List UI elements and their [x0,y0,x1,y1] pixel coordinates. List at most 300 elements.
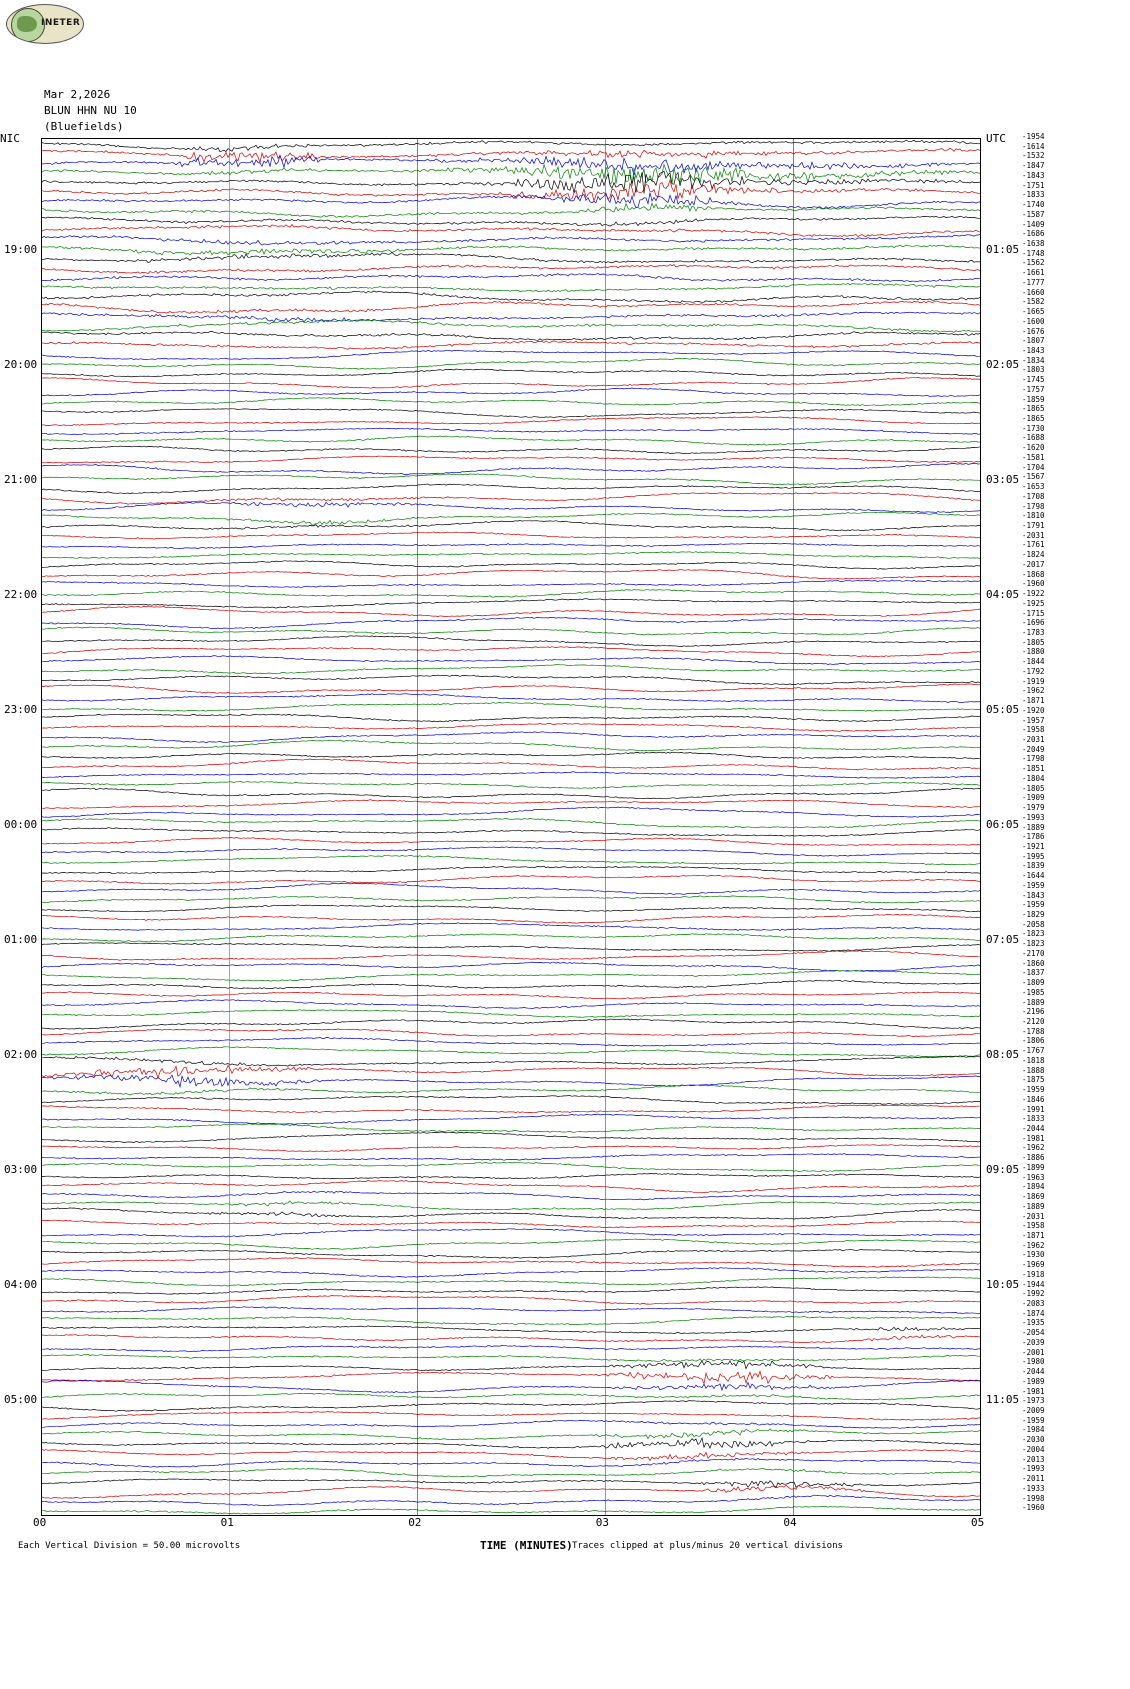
trace-80 [42,905,980,912]
amplitude-label-27: -1859 [1022,394,1045,404]
amplitude-label-53: -1880 [1022,647,1045,657]
amplitude-label-9: -1409 [1022,219,1045,229]
seismic-traces [42,139,980,1515]
trace-72 [42,828,980,837]
trace-51 [42,627,980,635]
left-time-label-4: 23:00 [4,703,38,716]
amplitude-label-96: -1888 [1022,1065,1045,1075]
trace-7 [42,203,980,217]
trace-49 [42,606,980,617]
trace-127 [42,1354,980,1361]
amplitude-label-11: -1638 [1022,238,1045,248]
amplitude-label-95: -1818 [1022,1055,1045,1065]
trace-67 [42,781,980,788]
amplitude-label-115: -1930 [1022,1250,1045,1260]
amplitude-label-46: -1960 [1022,579,1045,589]
trace-44 [42,561,980,570]
trace-110 [42,1191,980,1200]
trace-84 [42,943,980,952]
trace-88 [42,980,980,989]
amplitude-label-63: -2049 [1022,744,1045,754]
trace-141 [42,1485,980,1498]
trace-93 [42,1029,980,1037]
trace-36 [42,484,980,494]
trace-60 [42,714,980,722]
trace-42 [42,543,980,549]
amplitude-label-79: -1959 [1022,900,1045,910]
amplitude-label-4: -1843 [1022,170,1045,180]
trace-131 [42,1393,980,1400]
left-time-label-7: 02:00 [4,1048,38,1061]
amplitude-label-25: -1745 [1022,375,1045,385]
trace-83 [42,934,980,942]
amplitude-label-7: -1740 [1022,200,1045,210]
amplitude-label-105: -1886 [1022,1153,1045,1163]
trace-22 [42,350,980,360]
amplitude-label-21: -1807 [1022,336,1045,346]
amplitude-label-121: -1874 [1022,1308,1045,1318]
trace-40 [42,521,980,531]
amplitude-label-38: -1798 [1022,501,1045,511]
gridline-04 [793,139,794,1515]
amplitude-label-59: -1920 [1022,705,1045,715]
trace-25 [42,378,980,389]
amplitude-label-68: -1909 [1022,793,1045,803]
trace-106 [42,1154,980,1161]
amplitude-label-39: -1810 [1022,511,1045,521]
amplitude-label-83: -1823 [1022,939,1045,949]
amplitude-label-99: -1846 [1022,1094,1045,1104]
amplitude-label-69: -1979 [1022,803,1045,813]
trace-82 [42,923,980,931]
amplitude-label-136: -2013 [1022,1454,1045,1464]
amplitude-label-29: -1865 [1022,414,1045,424]
amplitude-label-66: -1804 [1022,773,1045,783]
amplitude-label-17: -1582 [1022,297,1045,307]
x-tick-00: 00 [33,1516,47,1529]
trace-55 [42,665,980,674]
trace-100 [42,1096,980,1105]
amplitude-label-13: -1562 [1022,258,1045,268]
trace-66 [42,772,980,779]
trace-15 [42,283,980,292]
trace-57 [42,684,980,693]
trace-2 [42,155,980,175]
trace-128 [42,1361,980,1371]
trace-111 [42,1201,980,1210]
amplitude-label-40: -1791 [1022,521,1045,530]
amplitude-label-78: -1843 [1022,890,1045,900]
right-time-label-6: 07:05 [986,933,1020,946]
trace-79 [42,896,980,903]
gridline-03 [605,139,606,1515]
gridline-02 [417,139,418,1515]
trace-118 [42,1268,980,1278]
trace-81 [42,914,980,923]
left-timezone-label: NIC [0,132,20,145]
amplitude-label-57: -1962 [1022,686,1045,696]
amplitude-label-71: -1889 [1022,822,1045,832]
amplitude-label-110: -1889 [1022,1201,1045,1211]
trace-43 [42,552,980,559]
trace-62 [42,732,980,743]
header-place: (Bluefields) [44,120,124,133]
trace-78 [42,883,980,895]
x-axis-title: TIME (MINUTES) [480,1539,573,1552]
trace-37 [42,493,980,505]
trace-138 [42,1458,980,1467]
trace-101 [42,1105,980,1113]
left-time-label-0: 19:00 [4,243,38,256]
amplitude-label-80: -1829 [1022,910,1045,920]
right-time-label-8: 09:05 [986,1163,1020,1176]
amplitude-label-140: -1998 [1022,1493,1045,1503]
amplitude-label-64: -1798 [1022,754,1045,764]
trace-52 [42,636,980,647]
trace-64 [42,752,980,759]
amplitude-label-108: -1894 [1022,1182,1045,1192]
trace-18 [42,312,980,322]
amplitude-label-43: -1824 [1022,550,1045,560]
trace-119 [42,1277,980,1286]
left-time-label-6: 01:00 [4,933,38,946]
x-tick-02: 02 [408,1516,422,1529]
trace-109 [42,1180,980,1192]
amplitude-label-60: -1957 [1022,715,1045,725]
amplitude-label-106: -1899 [1022,1162,1045,1172]
trace-92 [42,1019,980,1029]
amplitude-label-37: -1708 [1022,491,1045,501]
amplitude-label-100: -1991 [1022,1104,1045,1114]
amplitude-label-55: -1792 [1022,666,1045,676]
trace-14 [42,274,980,282]
amplitude-label-45: -1868 [1022,569,1045,579]
amplitude-label-97: -1875 [1022,1075,1045,1085]
left-time-label-10: 05:00 [4,1393,38,1406]
amplitude-label-93: -1806 [1022,1036,1045,1046]
amplitude-label-103: -1981 [1022,1133,1045,1143]
amplitude-label-52: -1805 [1022,637,1045,647]
amplitude-label-130: -1973 [1022,1396,1045,1406]
amplitude-label-26: -1757 [1022,384,1045,394]
trace-143 [42,1506,980,1514]
amplitude-label-6: -1833 [1022,190,1045,200]
amplitude-label-123: -2054 [1022,1328,1045,1338]
trace-12 [42,252,980,263]
trace-136 [42,1438,980,1448]
amplitude-label-131: -2009 [1022,1406,1045,1416]
trace-73 [42,837,980,845]
globe-icon [11,8,45,42]
right-time-label-1: 02:05 [986,358,1020,371]
amplitude-label-94: -1767 [1022,1046,1045,1056]
amplitude-label-75: -1839 [1022,861,1045,871]
trace-97 [42,1065,980,1078]
trace-13 [42,265,980,274]
amplitude-label-56: -1919 [1022,676,1045,686]
left-time-label-2: 21:00 [4,473,38,486]
amplitude-label-129: -1981 [1022,1386,1045,1396]
trace-1 [42,148,980,162]
amplitude-label-116: -1969 [1022,1260,1045,1270]
amplitude-label-50: -1696 [1022,618,1045,628]
amplitude-label-74: -1995 [1022,851,1045,861]
amplitude-label-119: -1992 [1022,1289,1045,1299]
trace-140 [42,1479,980,1488]
amplitude-label-112: -1958 [1022,1221,1045,1231]
left-time-label-8: 03:00 [4,1163,38,1176]
trace-61 [42,723,980,731]
amplitude-label-124: -2039 [1022,1337,1045,1347]
trace-85 [42,951,980,961]
trace-28 [42,409,980,418]
scale-note: Each Vertical Division = 50.00 microvolts [18,1541,241,1551]
amplitude-label-118: -1944 [1022,1279,1045,1289]
amplitude-label-111: -2031 [1022,1211,1045,1221]
amplitude-label-12: -1748 [1022,248,1045,258]
trace-59 [42,702,980,711]
amplitude-label-2: -1532 [1022,151,1045,161]
trace-125 [42,1335,980,1343]
trace-115 [42,1239,980,1249]
amplitude-label-3: -1847 [1022,161,1045,171]
trace-29 [42,417,980,426]
trace-120 [42,1287,980,1294]
amplitude-label-35: -1567 [1022,472,1045,482]
ineter-logo [6,4,86,46]
logo-ellipse [6,4,84,44]
amplitude-label-20: -1676 [1022,326,1045,336]
amplitude-label-18: -1665 [1022,307,1045,317]
amplitude-label-61: -1958 [1022,725,1045,735]
trace-86 [42,962,980,971]
amplitude-label-88: -1985 [1022,987,1045,997]
amplitude-label-141: -1960 [1022,1503,1045,1513]
right-timezone-label: UTC [986,132,1006,145]
amplitude-label-72: -1786 [1022,832,1045,842]
left-time-label-5: 00:00 [4,818,38,831]
trace-129 [42,1371,980,1384]
trace-4 [42,171,980,193]
trace-104 [42,1132,980,1143]
trace-123 [42,1316,980,1324]
trace-53 [42,647,980,657]
trace-77 [42,875,980,884]
trace-96 [42,1056,980,1066]
amplitude-label-120: -2083 [1022,1299,1045,1309]
amplitude-label-98: -1959 [1022,1085,1045,1095]
amplitude-label-82: -1823 [1022,929,1045,939]
right-time-label-10: 11:05 [986,1393,1020,1406]
amplitude-label-135: -2004 [1022,1444,1045,1454]
x-tick-01: 01 [220,1516,234,1529]
right-time-label-0: 01:05 [986,243,1020,256]
amplitude-label-126: -1980 [1022,1357,1045,1367]
right-time-label-7: 08:05 [986,1048,1020,1061]
trace-21 [42,341,980,349]
amplitude-label-49: -1715 [1022,608,1045,618]
amplitude-label-54: -1844 [1022,657,1045,667]
trace-47 [42,590,980,598]
trace-139 [42,1468,980,1477]
amplitude-label-90: -2196 [1022,1007,1045,1017]
right-time-label-3: 04:05 [986,588,1020,601]
trace-107 [42,1162,980,1172]
amplitude-label-86: -1837 [1022,968,1045,978]
right-time-label-4: 05:05 [986,703,1020,716]
trace-33 [42,456,980,463]
trace-135 [42,1429,980,1440]
x-tick-05: 05 [971,1516,985,1529]
left-time-label-1: 20:00 [4,358,38,371]
amplitude-label-58: -1871 [1022,696,1045,706]
amplitude-label-23: -1834 [1022,355,1045,365]
trace-34 [42,463,980,475]
trace-95 [42,1047,980,1057]
trace-98 [42,1075,980,1087]
amplitude-label-47: -1922 [1022,589,1045,599]
trace-0 [42,140,980,152]
amplitude-label-102: -2044 [1022,1123,1045,1133]
trace-75 [42,855,980,865]
amplitude-label-139: -1933 [1022,1483,1045,1493]
trace-102 [42,1114,980,1124]
trace-68 [42,788,980,799]
amplitude-label-51: -1783 [1022,627,1045,637]
trace-122 [42,1307,980,1314]
trace-112 [42,1208,980,1219]
amplitude-label-81: -2058 [1022,919,1045,929]
trace-54 [42,656,980,665]
amplitude-label-5: -1751 [1022,180,1045,190]
trace-69 [42,800,980,809]
amplitude-label-10: -1686 [1022,229,1045,239]
amplitude-label-24: -1803 [1022,365,1045,375]
amplitude-label-113: -1871 [1022,1230,1045,1240]
amplitude-label-128: -1989 [1022,1376,1045,1386]
trace-65 [42,759,980,770]
trace-70 [42,807,980,817]
trace-35 [42,474,980,485]
amplitude-label-89: -1889 [1022,997,1045,1007]
trace-26 [42,388,980,397]
amplitude-label-14: -1661 [1022,268,1045,278]
trace-58 [42,694,980,703]
trace-9 [42,225,980,237]
right-time-label-2: 03:05 [986,473,1020,486]
trace-56 [42,675,980,685]
amplitude-label-70: -1993 [1022,812,1045,822]
trace-94 [42,1037,980,1046]
trace-117 [42,1258,980,1268]
trace-137 [42,1449,980,1461]
trace-108 [42,1173,980,1179]
trace-113 [42,1220,980,1228]
amplitude-label-125: -2001 [1022,1347,1045,1357]
trace-48 [42,599,980,608]
trace-87 [42,971,980,982]
amplitude-label-62: -2031 [1022,734,1045,744]
amplitude-label-32: -1620 [1022,443,1045,453]
amplitude-label-30: -1730 [1022,423,1045,433]
amplitude-label-1: -1614 [1022,141,1045,151]
trace-71 [42,818,980,828]
amplitude-label-132: -1959 [1022,1415,1045,1425]
amplitude-label-84: -2170 [1022,948,1045,958]
trace-30 [42,428,980,434]
amplitude-label-92: -1788 [1022,1026,1045,1036]
amplitude-label-107: -1963 [1022,1172,1045,1182]
amplitude-label-65: -1851 [1022,764,1045,774]
trace-31 [42,436,980,445]
trace-134 [42,1420,980,1428]
trace-17 [42,301,980,313]
trace-126 [42,1345,980,1351]
amplitude-label-22: -1843 [1022,345,1045,355]
amplitude-label-41: -2031 [1022,530,1045,540]
trace-24 [42,369,980,377]
trace-89 [42,992,980,999]
amplitude-label-15: -1777 [1022,277,1045,287]
amplitude-label-85: -1860 [1022,958,1045,968]
trace-103 [42,1124,980,1133]
left-time-label-3: 22:00 [4,588,38,601]
header-station: BLUN HHN NU 10 [44,104,137,117]
amplitude-label-16: -1660 [1022,287,1045,297]
amplitude-label-77: -1959 [1022,880,1045,890]
trace-142 [42,1495,980,1506]
amplitude-label-73: -1921 [1022,841,1045,851]
amplitude-label-19: -1600 [1022,316,1045,326]
trace-114 [42,1229,980,1237]
trace-45 [42,570,980,579]
amplitude-label-28: -1865 [1022,404,1045,414]
trace-124 [42,1326,980,1334]
trace-50 [42,617,980,628]
amplitude-label-137: -1993 [1022,1464,1045,1474]
trace-39 [42,512,980,525]
trace-91 [42,1010,980,1018]
amplitude-label-109: -1869 [1022,1192,1045,1202]
amplitude-label-33: -1581 [1022,452,1045,462]
amplitude-label-0: -1954 [1022,132,1045,141]
trace-74 [42,847,980,856]
helicorder-plot[interactable] [41,138,981,1516]
logo-text: INETER [41,18,81,28]
amplitude-label-104: -1962 [1022,1143,1045,1153]
amplitude-label-134: -2030 [1022,1435,1045,1445]
amplitude-label-114: -1962 [1022,1240,1045,1250]
trace-99 [42,1085,980,1095]
trace-76 [42,866,980,873]
x-tick-04: 04 [783,1516,797,1529]
trace-27 [42,398,980,406]
amplitude-label-76: -1644 [1022,871,1045,881]
trace-133 [42,1412,980,1421]
trace-105 [42,1145,980,1152]
gridline-01 [229,139,230,1515]
amplitude-label-122: -1935 [1022,1318,1045,1328]
header-date: Mar 2,2026 [44,88,111,101]
trace-11 [42,245,980,255]
amplitude-label-127: -2044 [1022,1367,1045,1377]
amplitude-label-87: -1809 [1022,978,1045,988]
amplitude-label-34: -1704 [1022,462,1045,472]
amplitude-label-101: -1833 [1022,1114,1045,1124]
right-time-label-5: 06:05 [986,818,1020,831]
left-time-label-9: 04:00 [4,1278,38,1291]
amplitude-label-67: -1805 [1022,783,1045,793]
